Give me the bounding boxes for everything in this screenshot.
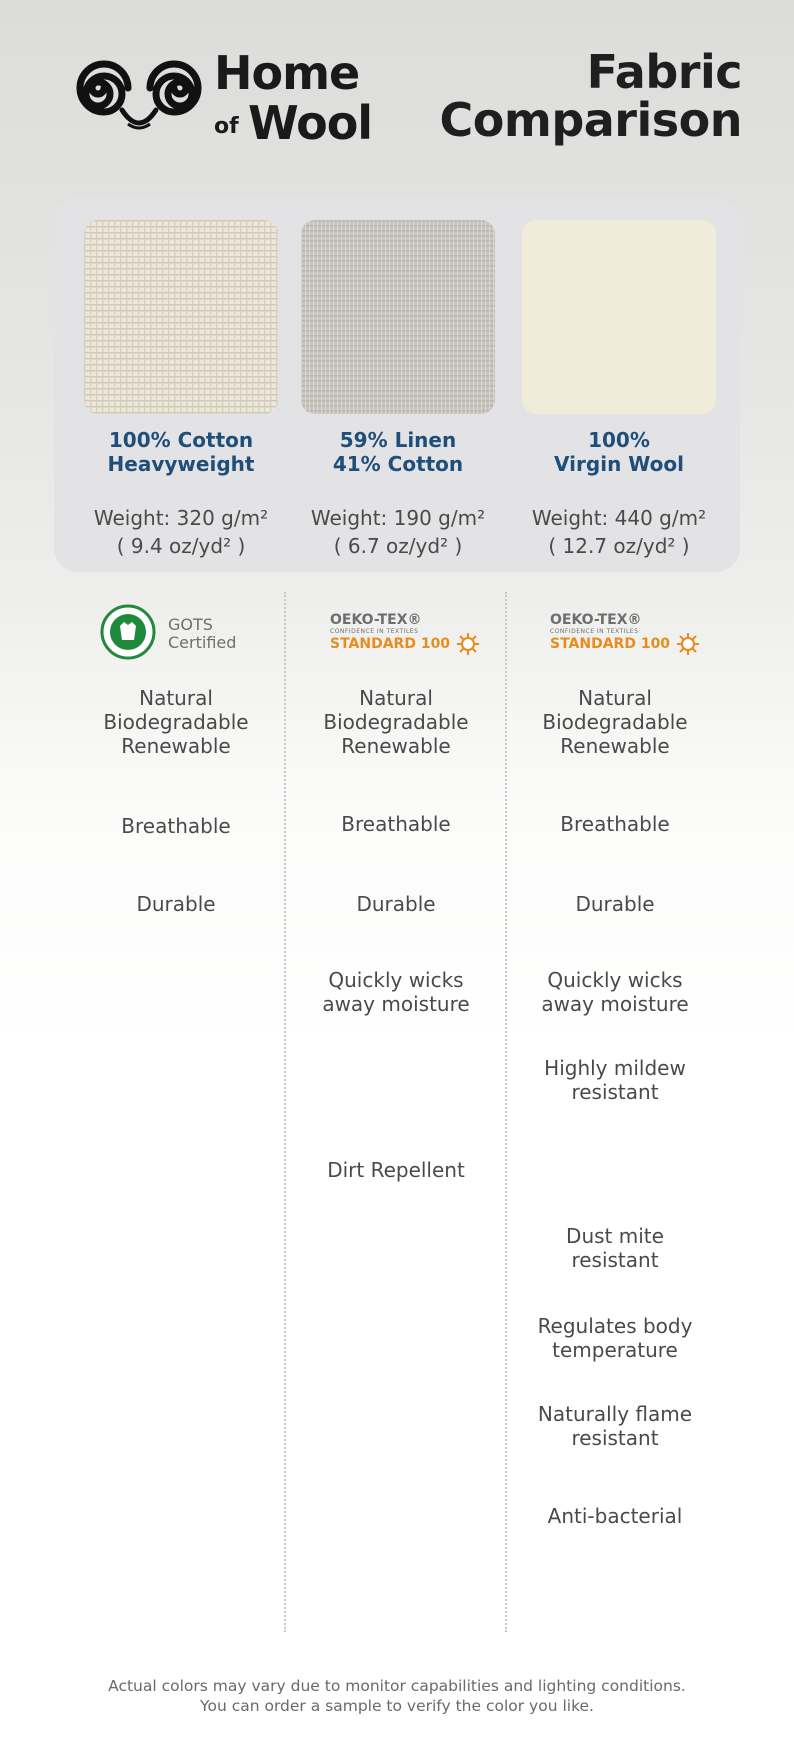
- weight-wool: Weight: 440 g/m² ( 12.7 oz/yd² ): [531, 506, 707, 558]
- feature-natural-cotton: Natural Biodegradable Renewable: [103, 686, 249, 758]
- brand-logo: [64, 40, 374, 150]
- oeko-tex-certification-wool: OEKO-TEX® CONFIDENCE IN TEXTILES STANDARD 100: [550, 612, 700, 658]
- brand-home: Home: [214, 46, 360, 100]
- feature-mildew-wool: Highly mildew resistant: [544, 1056, 686, 1104]
- ram-logo-icon: [64, 44, 214, 144]
- fabric-name-cotton: 100% Cotton Heavyweight: [107, 428, 255, 476]
- feature-breathable-cotton: Breathable: [121, 814, 231, 838]
- swatch-linen: [301, 220, 495, 414]
- brand-wool: Wool: [248, 96, 373, 150]
- gots-certified: Certified: [168, 633, 237, 652]
- feature-breathable-linen: Breathable: [341, 812, 451, 836]
- feature-flame-wool: Naturally flame resistant: [537, 1402, 693, 1450]
- swatch-wool: [522, 220, 716, 414]
- feature-durable-cotton: Durable: [136, 892, 216, 916]
- brand-of: of: [214, 114, 239, 139]
- weight-linen: Weight: 190 g/m² ( 6.7 oz/yd² ): [310, 506, 486, 558]
- oeko-tex-certification-linen: OEKO-TEX® CONFIDENCE IN TEXTILES STANDARD 100: [330, 612, 480, 658]
- feature-wicks-wool: Quickly wicks away moisture: [541, 968, 689, 1016]
- fabric-name-wool: 100% Virgin Wool: [554, 428, 684, 476]
- title-line1: Fabric: [586, 45, 742, 99]
- oeko-tex-sun-icon: [676, 632, 700, 656]
- feature-breathable-wool: Breathable: [560, 812, 670, 836]
- fabric-name-linen: 59% Linen 41% Cotton: [332, 428, 464, 476]
- title-line2: Comparison: [439, 93, 742, 147]
- gots-certification: [100, 604, 260, 660]
- feature-regulates-wool: Regulates body temperature: [537, 1314, 693, 1362]
- feature-natural-linen: Natural Biodegradable Renewable: [323, 686, 469, 758]
- gots-label: GOTS: [168, 615, 213, 634]
- feature-durable-linen: Durable: [356, 892, 436, 916]
- feature-natural-wool: Natural Biodegradable Renewable: [542, 686, 688, 758]
- oeko-tex-sun-icon: [456, 632, 480, 656]
- page-title: [439, 45, 742, 147]
- weight-cotton: Weight: 320 g/m² ( 9.4 oz/yd² ): [93, 506, 269, 558]
- gots-logo-icon: [100, 604, 156, 660]
- swatch-cotton: [84, 220, 278, 414]
- feature-wicks-linen: Quickly wicks away moisture: [322, 968, 470, 1016]
- footnote: Actual colors may vary due to monitor capabilities and lighting conditions. You can order a sample to verify the color you like.: [108, 1677, 686, 1715]
- feature-antibacterial-wool: Anti-bacterial: [547, 1504, 683, 1528]
- feature-dust-mite-wool: Dust mite resistant: [566, 1224, 664, 1272]
- feature-durable-wool: Durable: [575, 892, 655, 916]
- feature-dirt-repellent-linen: Dirt Repellent: [327, 1158, 465, 1182]
